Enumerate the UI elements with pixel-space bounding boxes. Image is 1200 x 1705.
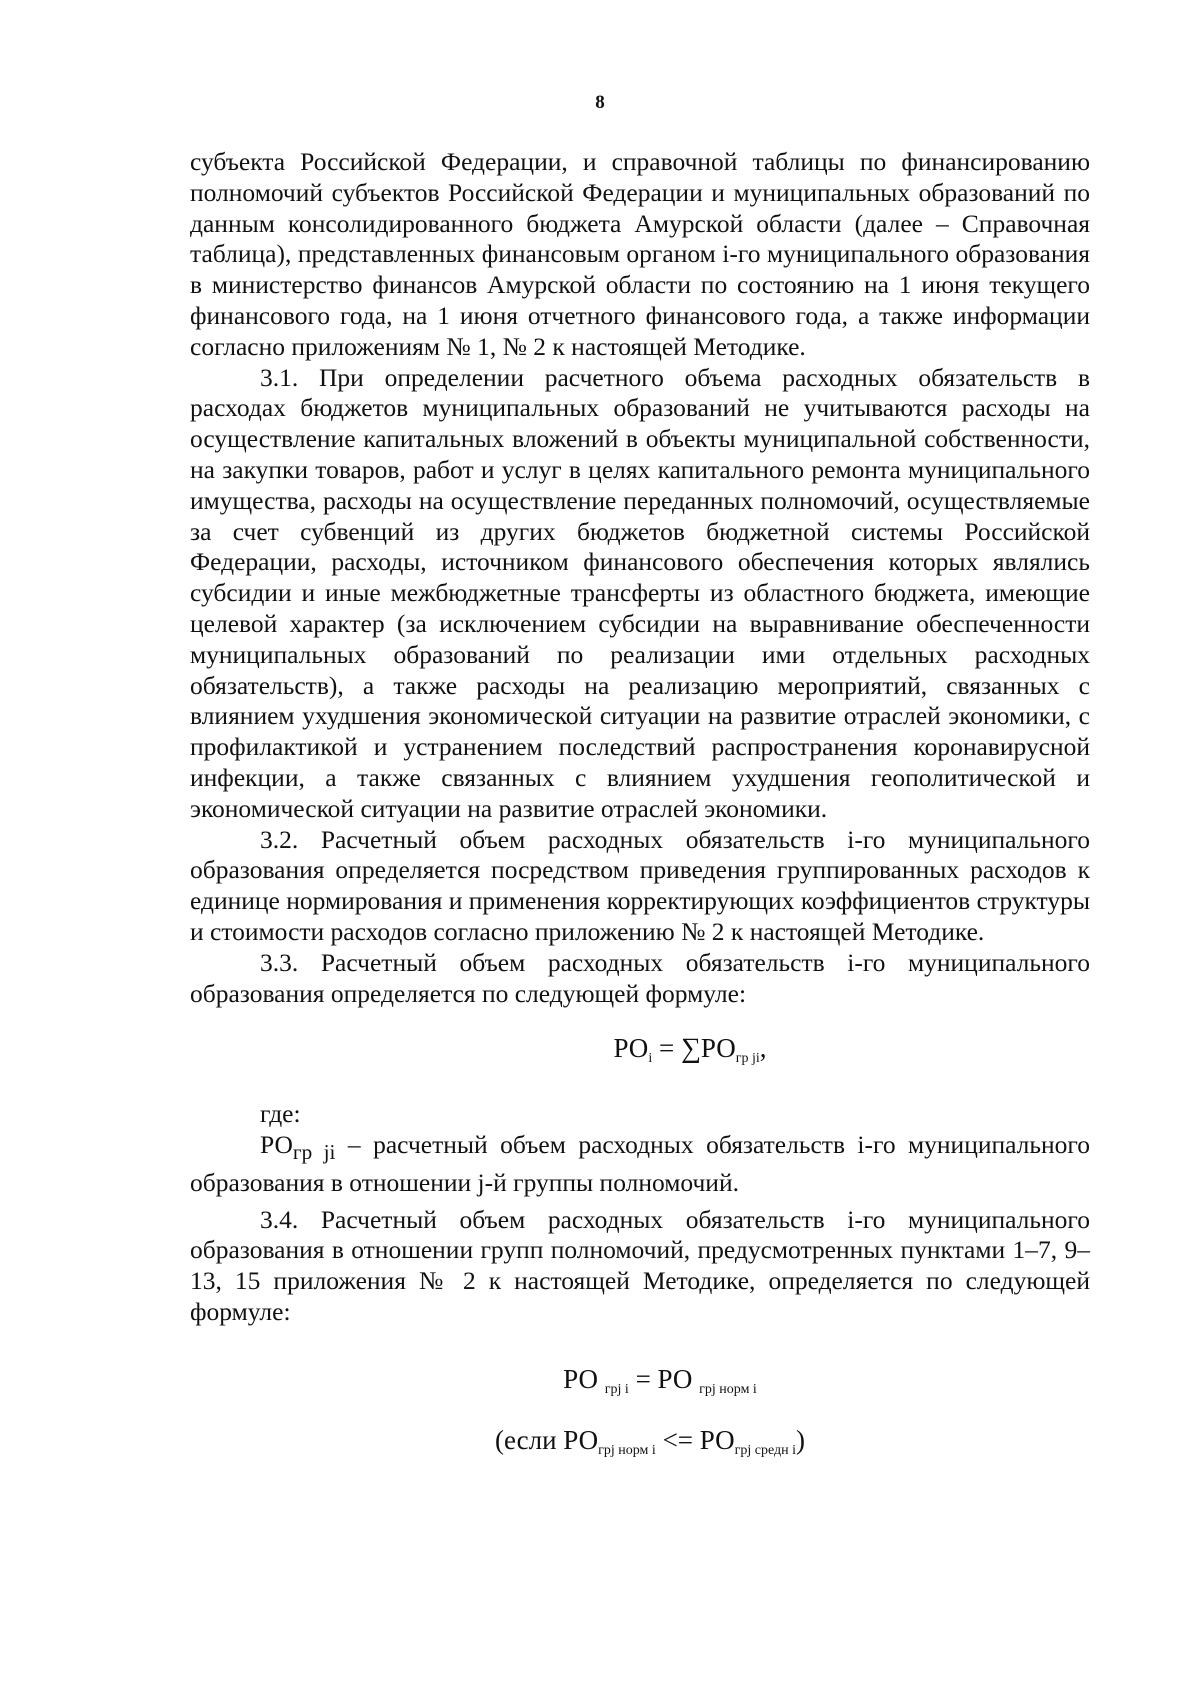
formula-lhs-subscript: грj i [604,1381,629,1397]
formula-rhs: РО [657,1363,700,1394]
definition-text: – расчетный объем расходных обязательств i-го муниципального образования в отношении j-й группы полномочий. [190,1129,1091,1197]
condition-right-subscript: грj средн i [734,1442,797,1458]
condition-right: РО [699,1424,735,1455]
paragraph-continuation: субъекта Российской Федерации, и справочной таблицы по финансированию полномочий субъектов Российской Федерации и муниципальных образований по данным консолидированного бюджета Амурской области (далее – Справочная таблица), представленных финансовым органом i-го муниципального образования в министерство финансов Амурской области по состоянию на 1 июня текущего финансового года, на 1 июня отчетного финансового года, а также информации согласно приложениям № 1, № 2 к настоящей Методике. [190,147,1090,361]
paragraph-3-1: 3.1. При определении расчетного объема расходных обязательств в расходах бюджетов муниципальных образований не учитываются расходы на осуществление капитальных вложений в объекты муниципальной собственности, на закупки товаров, работ и услуг в целях капитального ремонта муниципального имущества, расходы на осуществление переданных полномочий, осуществляемые за счет субвенций из других бюджетов бюджетной системы Российской Федерации, расходы, источником финансового обеспечения которых являлись субсидии и иные межбюджетные трансферты из областного бюджета, имеющие целевой характер (за исключением субсидии на выравнивание обеспеченности муниципальных образований по реализации ими отдельных расходных обязательств), а также расходы на реализацию мероприятий, связанных с влиянием ухудшения экономической ситуации на развитие отраслей экономики, с профилактикой и устранением последствий распространения коронавирусной инфекции, а также связанных с влиянием ухудшения геополитической и экономической ситуации на развитие отраслей экономики. [190,362,1090,823]
sum-symbol: ∑ [680,1033,701,1065]
formula-rhs-subscript: гр ji [735,1051,760,1067]
condition-close: ) [796,1424,806,1455]
formula-comma: , [759,1033,767,1064]
formula-lhs: РО [613,1033,649,1064]
definition-symbol: РО [260,1129,293,1159]
definition-subscript: гр ji [292,1140,336,1164]
formula-lhs: РО [563,1363,605,1394]
formula-total-obligations [190,1033,1090,1065]
document-body [190,147,1091,1458]
paragraph-3-4: 3.4. Расчетный объем расходных обязательств i-го муниципального образования в отношении групп полномочий, предусмотренных пунктами 1–7, 9–13, 15 приложения № 2 к настоящей Методике, определяется по следующей формуле: [190,1204,1090,1326]
paragraph-3-3: 3.3. Расчетный объем расходных обязательств i-го муниципального образования определяется по следующей формуле: [190,947,1090,1008]
page-number: 8 [595,92,605,113]
condition-open: (если [494,1424,564,1455]
formula-equals: = [628,1363,658,1394]
condition-left-subscript: грj норм i [598,1442,656,1458]
formula-condition [190,1425,1090,1456]
formula-equals: = [652,1033,681,1064]
formula-rhs: РО [700,1033,736,1064]
where-label: где: [260,1099,301,1129]
condition-operator: <= [655,1424,700,1455]
formula-group-obligations [190,1364,1090,1395]
paragraph-3-2: 3.2. Расчетный объем расходных обязательств i-го муниципального образования определяется посредством приведения группированных расходов к единице нормирования и применения корректирующих коэффициентов структуры и стоимости расходов согласно приложению № 2 к настоящей Методике. [190,824,1090,946]
formula-rhs-subscript: грj норм i [699,1381,757,1397]
formula-lhs-subscript: i [648,1051,653,1067]
definition-paragraph [190,1130,1090,1199]
condition-left: РО [563,1424,599,1455]
